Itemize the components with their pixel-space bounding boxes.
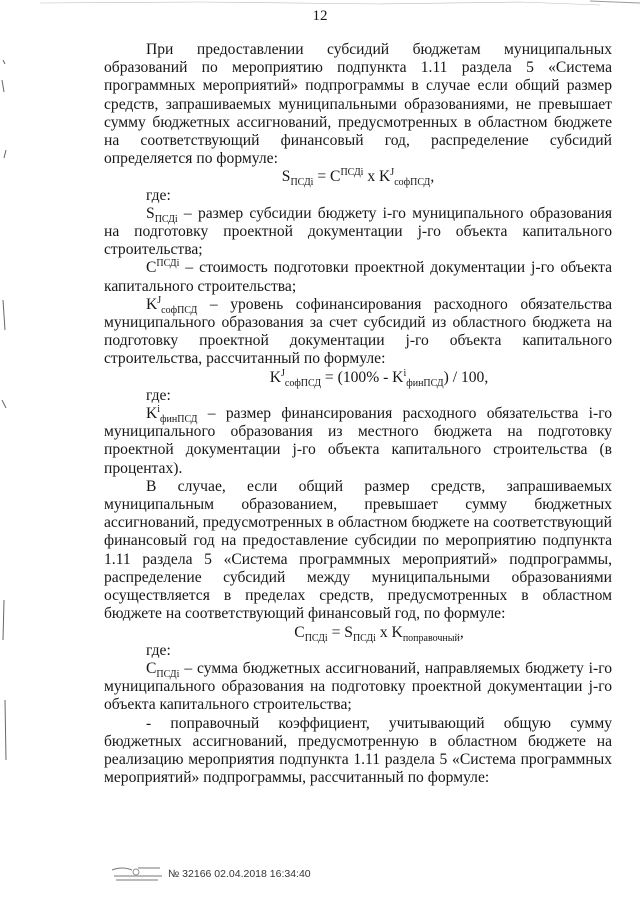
- page-number: 12: [312, 8, 328, 24]
- registration-number-date: № 32166 02.04.2018 16:34:40: [168, 868, 311, 880]
- where-label: где:: [146, 386, 171, 404]
- where-label: где:: [146, 186, 171, 204]
- definition-correction-coefficient: - поправочный коэффициент, учитывающий общую сумму бюджетных ассигнований, предусмотренную в областном бюджете на реализацию мероприятия подпункта 1.11 раздела 5 «Система программных мероприятий» подпрограммы, рассчитанный по формуле:: [104, 714, 612, 787]
- formula-allocation: $C_{ПСДi} = S_{ПСДi}$ x $K_{поправочный}$,: [294, 623, 464, 644]
- registration-stamp-logo: [108, 864, 166, 884]
- document-body: [104, 41, 612, 787]
- intro-paragraph: При предоставлении субсидий бюджетам муниципальных образований по мероприятию подпункта 1.11 раздела 5 «Система программных мероприятий» подпрограммы в случае если общий размер средств, запрашиваемых муниципальными образованиями, не превышает сумму бюджетных ассигнований, предусмотренных в областном бюджете на соответствующий финансовый год, распределение субсидий определяется по формуле:: [104, 41, 612, 168]
- formula-cofinancing: $K^J_{софПСД} = (100\% - K^i_{финПСД}) / 100$,: [269, 367, 489, 389]
- scan-noise-left-edge: [0, 0, 14, 905]
- definition-k-cofinancing: $K^J_{софПСД}$ – уровень софинансирования расходного обязательства муниципального образования за счет субсидий из областного бюджета на подготовку проектной документации j-го объекта капитального строительства, рассчитанный по формуле:: [104, 294, 612, 368]
- scan-noise-top: [0, 0, 640, 8]
- formula-subsidy: $S_{ПСДi} = C^{ПСДi}$ x $K^J_{софПСД}$,: [281, 167, 435, 189]
- registration-footer: [108, 864, 468, 884]
- where-label: где:: [146, 641, 171, 659]
- definition-k-financing: $K^i_{финПСД}$ – размер финансирования расходного обязательства i-го муниципального образования из местного бюджета на подготовку проектной документации j-го объекта капитального строительства (в процентах).: [104, 403, 612, 477]
- definition-c-allocation: $C_{ПСДi}$ – сумма бюджетных ассигнований, направляемых бюджету i-го муниципального образования на подготовку проектной документации j-го объекта капитального строительства;: [104, 659, 612, 714]
- definition-c: $C^{ПСДi}$ – стоимость подготовки проектной документации j-го объекта капитального строительства;: [104, 258, 612, 295]
- definition-s: $S_{ПСДi}$ – размер субсидии бюджету i-го муниципального образования на подготовку проектной документации j-го объекта капитального строительства;: [104, 204, 612, 259]
- exceeding-case-paragraph: В случае, если общий размер средств, запрашиваемых муниципальным образованием, превышает сумму бюджетных ассигнований, предусмотренных в областном бюджете на соответствующий финансовый год на предоставление субсидии по мероприятию подпункта 1.11 раздела 5 «Система программных мероприятий» подпрограммы, распределение субсидий между муниципальными образованиями осуществляется в пределах средств, предусмотренных в областном бюджете на соответствующий финансовый год, по формуле:: [104, 477, 612, 623]
